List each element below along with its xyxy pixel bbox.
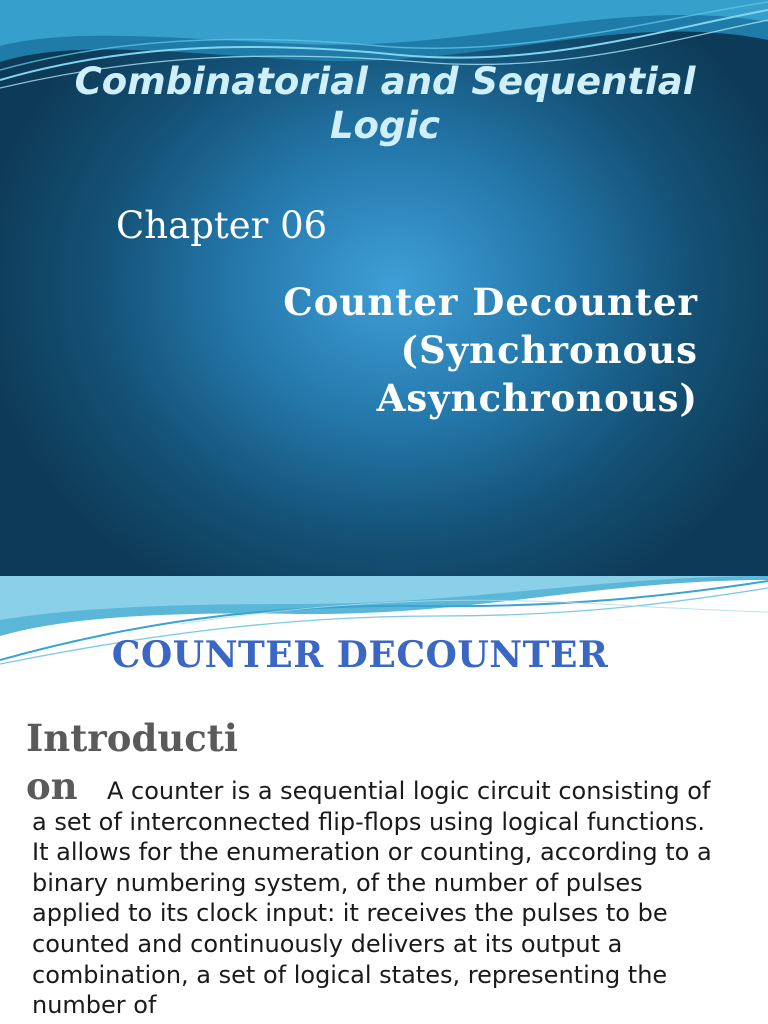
content-slide xyxy=(0,576,768,1024)
slide-subtitle xyxy=(178,278,698,422)
subtitle-line: Counter Decounter xyxy=(283,280,698,324)
presentation-title: Combinatorial and Sequential Logic xyxy=(74,60,696,148)
slide-title: COUNTER DECOUNTER xyxy=(111,634,609,676)
body-paragraph: A counter is a sequential logic circuit consisting of a set of interconnected flip-flops using logical functions. It allows for the enumeration or counting, according to a binary numbering system, of the number of pulses applied to its clock input: it receives the pulses to be counted and continuously delivers at its output a combination, a set of logical states, representing the number of xyxy=(32,777,712,1020)
subtitle-line: Asynchronous) xyxy=(376,376,698,421)
subtitle-line: (Synchronous xyxy=(400,328,698,373)
section-heading: Introduction xyxy=(26,716,238,809)
chapter-label: Chapter 06 xyxy=(116,204,328,247)
